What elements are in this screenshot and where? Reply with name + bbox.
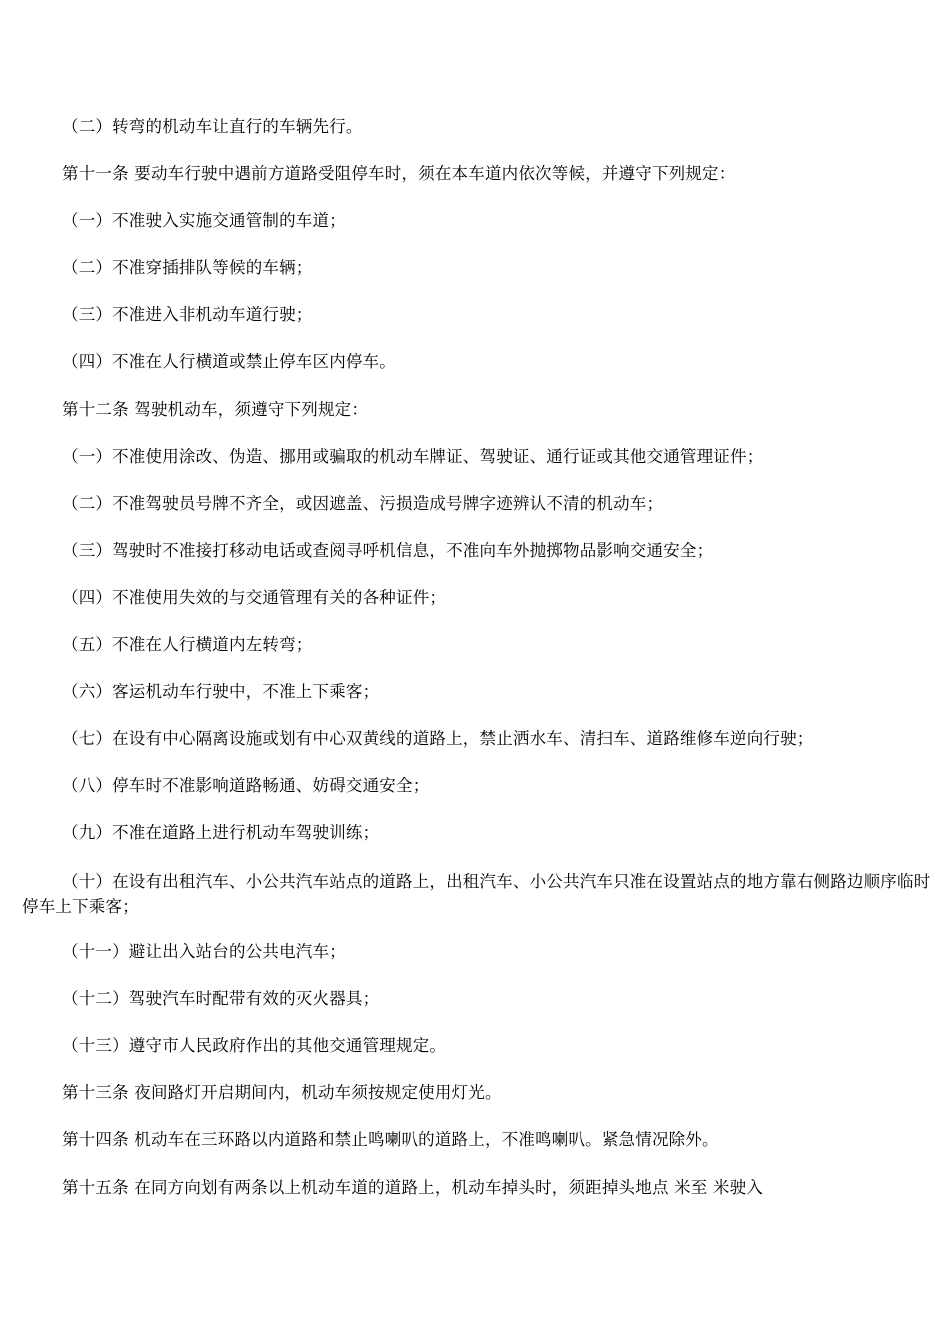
paragraph-article-15: 第十五条 在同方向划有两条以上机动车道的道路上，机动车掉头时，须距掉头地点 米至 米驶入 <box>62 1178 764 1197</box>
paragraph-article-13: 第十三条 夜间路灯开启期间内，机动车须按规定使用灯光。 <box>62 1083 502 1102</box>
paragraph-item-2-turning: （二）转弯的机动车让直行的车辆先行。 <box>62 117 363 136</box>
paragraph-article-12-item-12: （十二）驾驶汽车时配带有效的灭火器具； <box>62 989 380 1008</box>
paragraph-article-12-item-5: （五）不准在人行横道内左转弯； <box>62 635 313 654</box>
paragraph-article-12-item-6: （六）客运机动车行驶中，不准上下乘客； <box>62 682 380 701</box>
paragraph-article-12-item-10: （十）在设有出租汽车、小公共汽车站点的道路上，出租汽车、小公共汽车只准在设置站点的地方靠右侧路边顺序临时停车上下乘客； <box>22 872 931 916</box>
paragraph-article-11-item-1: （一）不准驶入实施交通管制的车道； <box>62 211 346 230</box>
paragraph-article-11-item-3: （三）不准进入非机动车道行驶； <box>62 305 313 324</box>
paragraph-article-11-item-4: （四）不准在人行横道或禁止停车区内停车。 <box>62 352 396 371</box>
paragraph-article-12-item-7: （七）在设有中心隔离设施或划有中心双黄线的道路上，禁止洒水车、清扫车、道路维修车逆向行驶； <box>62 729 814 748</box>
paragraph-article-12-item-9: （九）不准在道路上进行机动车驾驶训练； <box>62 823 380 842</box>
paragraph-article-12: 第十二条 驾驶机动车，须遵守下列规定： <box>62 400 369 419</box>
paragraph-article-12-item-4: （四）不准使用失效的与交通管理有关的各种证件； <box>62 588 447 607</box>
paragraph-article-12-item-2: （二）不准驾驶员号牌不齐全，或因遮盖、污损造成号牌字迹辨认不清的机动车； <box>62 494 664 513</box>
paragraph-article-11-item-2: （二）不准穿插排队等候的车辆； <box>62 258 313 277</box>
paragraph-article-11: 第十一条 要动车行驶中遇前方道路受阻停车时，须在本车道内依次等候，并遵守下列规定： <box>62 164 736 183</box>
paragraph-article-12-item-13: （十三）遵守市人民政府作出的其他交通管理规定。 <box>62 1036 447 1055</box>
paragraph-article-12-item-1: （一）不准使用涂改、伪造、挪用或骗取的机动车牌证、驾驶证、通行证或其他交通管理证件； <box>62 447 764 466</box>
paragraph-article-12-item-11: （十一）避让出入站台的公共电汽车； <box>62 942 346 961</box>
paragraph-article-14: 第十四条 机动车在三环路以内道路和禁止鸣喇叭的道路上，不准鸣喇叭。紧急情况除外。 <box>62 1130 719 1149</box>
paragraph-article-12-item-8: （八）停车时不准影响道路畅通、妨碍交通安全； <box>62 776 430 795</box>
paragraph-article-12-item-3: （三）驾驶时不准接打移动电话或查阅寻呼机信息，不准向车外抛掷物品影响交通安全； <box>62 541 714 560</box>
